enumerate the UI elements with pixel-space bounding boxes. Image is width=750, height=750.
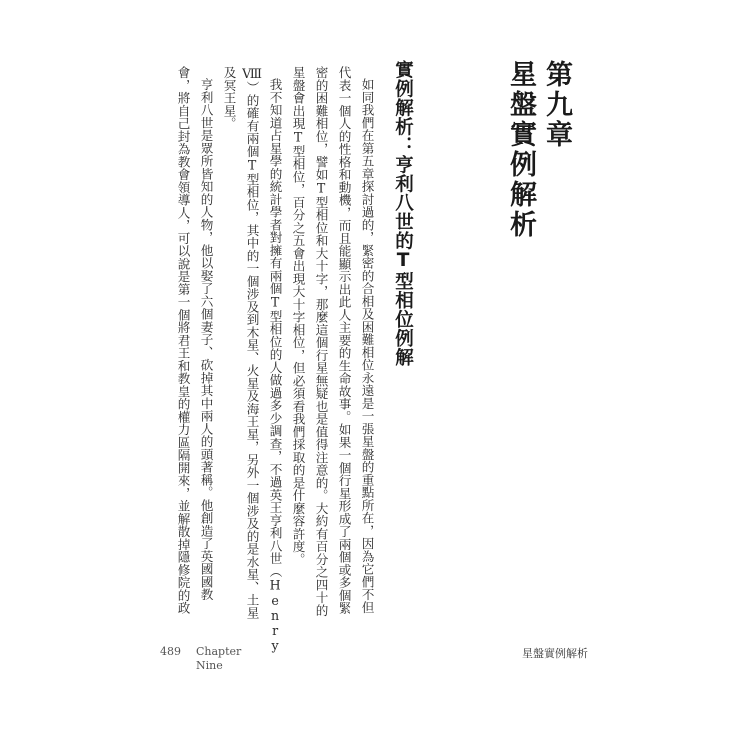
body-column-3: 密的困難相位，譬如T型相位和大十字，那麼這個行星無疑也是值得注意的。大約有百分之四十的 — [313, 66, 329, 617]
body-column-5: 我不知道占星學的統計學者對擁有兩個T型相位的人做過多少調查，不過英王亨利八世（Henry — [267, 78, 283, 654]
body-column-4: 星盤會出現T型相位，百分之五會出現大十字相位，但必須看我們採取的是什麼容許度。 — [290, 66, 306, 566]
body-column-8: 亨利八世是眾所皆知的人物，他以娶了六個妻子、砍掉其中兩人的頭著稱。他創造了英國國教 — [198, 78, 214, 601]
footer-chapter-number: Nine — [196, 659, 223, 672]
body-column-2: 代表一個人的性格和動機，而且能顯示出此人主要的生命故事。如果一個行星形成了兩個或多個緊 — [336, 66, 352, 615]
chapter-number: 第九章 — [541, 60, 572, 150]
running-head: 星盤實例解析 — [522, 647, 588, 660]
body-column-1: 如同我們在第五章探討過的，緊密的合相及困難相位永遠是一張星盤的重點所在，因為它們不但 — [359, 78, 375, 614]
body-column-6: Ⅷ）的確有兩個T型相位，其中的一個涉及到木星、火星及海王星，另外一個涉及的是水星、土星 — [244, 66, 260, 620]
chapter-title: 星盤實例解析 — [505, 60, 536, 240]
footer-chapter-word: Chapter — [196, 645, 242, 658]
body-column-9: 會，將自己封為教會領導人，可以說是第一個將君王和教皇的權力區隔開來，並解散掉隱修院的政 — [175, 66, 191, 615]
body-column-7: 及冥王星。 — [221, 66, 237, 130]
page-number: 489 — [160, 645, 181, 658]
section-title: 實例解析：亨利八世的T型相位例解 — [392, 60, 414, 367]
